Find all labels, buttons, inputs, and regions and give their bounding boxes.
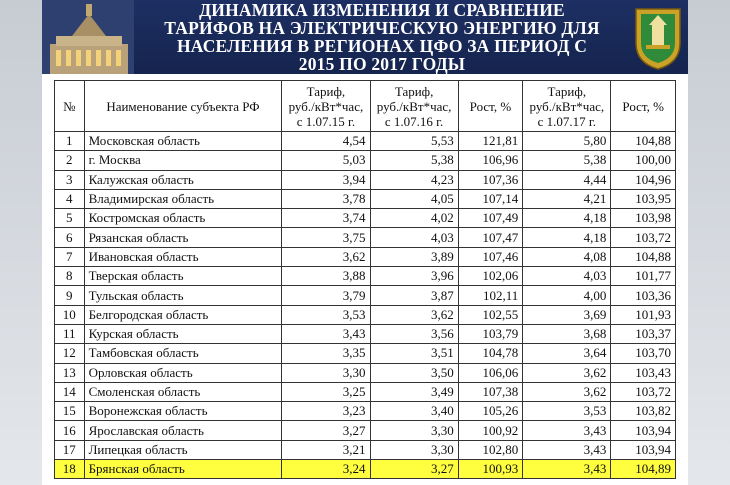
column-header-tariff-2015: Тариф, руб./кВт*час, с 1.07.15 г. [282,81,370,132]
value-cell: 3,43 [282,324,370,343]
coat-of-arms-icon [632,3,684,71]
table-row [55,189,676,208]
value-cell: 3,53 [523,402,611,421]
row-number-cell: 11 [55,324,85,343]
table-row [55,267,676,286]
region-name-cell: Костромская область [84,209,282,228]
value-cell: 103,79 [458,324,523,343]
value-cell: 3,69 [523,305,611,324]
value-cell: 3,43 [523,421,611,440]
value-cell: 107,46 [458,247,523,266]
value-cell: 107,36 [458,170,523,189]
value-cell: 104,88 [611,247,676,266]
row-number-cell: 1 [55,132,85,151]
value-cell: 5,53 [370,132,458,151]
value-cell: 103,36 [611,286,676,305]
value-cell: 3,53 [282,305,370,324]
value-cell: 5,03 [282,151,370,170]
table-row [55,440,676,459]
value-cell: 4,21 [523,189,611,208]
tariff-table-panel [42,74,688,485]
value-cell: 100,93 [458,460,523,479]
value-cell: 3,25 [282,382,370,401]
value-cell: 3,96 [370,267,458,286]
region-name-cell: Московская область [84,132,282,151]
value-cell: 5,80 [523,132,611,151]
building-photo-icon [42,0,134,74]
value-cell: 3,94 [282,170,370,189]
value-cell: 102,55 [458,305,523,324]
value-cell: 3,62 [282,247,370,266]
region-name-cell: Воронежская область [84,402,282,421]
table-row [55,382,676,401]
value-cell: 107,49 [458,209,523,228]
value-cell: 3,56 [370,324,458,343]
value-cell: 3,30 [370,421,458,440]
value-cell: 3,30 [370,440,458,459]
region-name-cell: Тверская область [84,267,282,286]
row-number-cell: 12 [55,344,85,363]
value-cell: 4,08 [523,247,611,266]
value-cell: 3,35 [282,344,370,363]
value-cell: 105,26 [458,402,523,421]
value-cell: 3,78 [282,189,370,208]
region-name-cell: г. Москва [84,151,282,170]
table-row [55,460,676,479]
row-number-cell: 2 [55,151,85,170]
value-cell: 107,47 [458,228,523,247]
value-cell: 3,27 [282,421,370,440]
value-cell: 104,88 [611,132,676,151]
region-name-cell: Брянская область [84,460,282,479]
table-body [55,132,676,479]
tariff-table [54,80,676,479]
row-number-cell: 18 [55,460,85,479]
table-row [55,209,676,228]
value-cell: 4,18 [523,228,611,247]
value-cell: 3,27 [370,460,458,479]
value-cell: 106,06 [458,363,523,382]
value-cell: 3,40 [370,402,458,421]
row-number-cell: 7 [55,247,85,266]
region-name-cell: Курская область [84,324,282,343]
value-cell: 3,62 [523,363,611,382]
value-cell: 5,38 [370,151,458,170]
value-cell: 3,62 [523,382,611,401]
table-row [55,421,676,440]
value-cell: 3,88 [282,267,370,286]
value-cell: 3,30 [282,363,370,382]
value-cell: 4,03 [523,267,611,286]
value-cell: 106,96 [458,151,523,170]
value-cell: 4,05 [370,189,458,208]
header-banner [42,0,688,74]
region-name-cell: Орловская область [84,363,282,382]
value-cell: 3,79 [282,286,370,305]
slide-border-left [0,0,42,485]
value-cell: 4,54 [282,132,370,151]
value-cell: 4,00 [523,286,611,305]
value-cell: 104,89 [611,460,676,479]
value-cell: 3,68 [523,324,611,343]
column-header-tariff-2017: Тариф, руб./кВт*час, с 1.07.17 г. [523,81,611,132]
value-cell: 100,00 [611,151,676,170]
row-number-cell: 17 [55,440,85,459]
value-cell: 102,06 [458,267,523,286]
region-name-cell: Калужская область [84,170,282,189]
region-name-cell: Липецкая область [84,440,282,459]
value-cell: 104,78 [458,344,523,363]
value-cell: 3,87 [370,286,458,305]
value-cell: 3,51 [370,344,458,363]
table-row [55,305,676,324]
column-header-growth-2016: Рост, % [458,81,523,132]
value-cell: 107,14 [458,189,523,208]
value-cell: 3,75 [282,228,370,247]
table-row [55,247,676,266]
value-cell: 121,81 [458,132,523,151]
value-cell: 4,02 [370,209,458,228]
value-cell: 4,23 [370,170,458,189]
region-name-cell: Тамбовская область [84,344,282,363]
table-row [55,228,676,247]
value-cell: 3,43 [523,460,611,479]
value-cell: 3,23 [282,402,370,421]
value-cell: 3,74 [282,209,370,228]
column-header-number: № [55,81,85,132]
value-cell: 4,03 [370,228,458,247]
column-header-tariff-2016: Тариф, руб./кВт*час, с 1.07.16 г. [370,81,458,132]
row-number-cell: 9 [55,286,85,305]
region-name-cell: Владимирская область [84,189,282,208]
page-title: ДИНАМИКА ИЗМЕНЕНИЯ И СРАВНЕНИЕ ТАРИФОВ НА ЭЛЕКТРИЧЕСКУЮ ЭНЕРГИЮ ДЛЯ НАСЕЛЕНИЯ В РЕГИОНАХ ЦФО ЗА ПЕРИОД С 2015 ПО 2017 ГОДЫ [164,0,600,74]
value-cell: 107,38 [458,382,523,401]
table-header-row [55,81,676,132]
row-number-cell: 8 [55,267,85,286]
region-name-cell: Белгородская область [84,305,282,324]
row-number-cell: 6 [55,228,85,247]
value-cell: 101,93 [611,305,676,324]
value-cell: 3,62 [370,305,458,324]
row-number-cell: 16 [55,421,85,440]
value-cell: 103,72 [611,382,676,401]
value-cell: 103,94 [611,421,676,440]
value-cell: 101,77 [611,267,676,286]
region-name-cell: Смоленская область [84,382,282,401]
table-row [55,132,676,151]
value-cell: 103,82 [611,402,676,421]
value-cell: 103,94 [611,440,676,459]
value-cell: 102,80 [458,440,523,459]
value-cell: 103,70 [611,344,676,363]
region-name-cell: Ярославская область [84,421,282,440]
column-header-growth-2017: Рост, % [611,81,676,132]
table-row [55,151,676,170]
column-header-region: Наименование субъекта РФ [84,81,282,132]
value-cell: 3,43 [523,440,611,459]
value-cell: 103,43 [611,363,676,382]
value-cell: 103,95 [611,189,676,208]
value-cell: 3,64 [523,344,611,363]
value-cell: 103,37 [611,324,676,343]
value-cell: 100,92 [458,421,523,440]
value-cell: 5,38 [523,151,611,170]
region-name-cell: Тульская область [84,286,282,305]
row-number-cell: 14 [55,382,85,401]
table-row [55,170,676,189]
slide-border-right [688,0,730,485]
value-cell: 103,72 [611,228,676,247]
row-number-cell: 10 [55,305,85,324]
value-cell: 3,50 [370,363,458,382]
table-row [55,286,676,305]
table-row [55,402,676,421]
table-row [55,363,676,382]
value-cell: 3,89 [370,247,458,266]
value-cell: 3,49 [370,382,458,401]
region-name-cell: Рязанская область [84,228,282,247]
value-cell: 4,18 [523,209,611,228]
row-number-cell: 3 [55,170,85,189]
table-row [55,324,676,343]
value-cell: 103,98 [611,209,676,228]
row-number-cell: 13 [55,363,85,382]
region-name-cell: Ивановская область [84,247,282,266]
row-number-cell: 5 [55,209,85,228]
row-number-cell: 15 [55,402,85,421]
table-row [55,344,676,363]
value-cell: 4,44 [523,170,611,189]
value-cell: 102,11 [458,286,523,305]
value-cell: 104,96 [611,170,676,189]
value-cell: 3,24 [282,460,370,479]
row-number-cell: 4 [55,189,85,208]
value-cell: 3,21 [282,440,370,459]
